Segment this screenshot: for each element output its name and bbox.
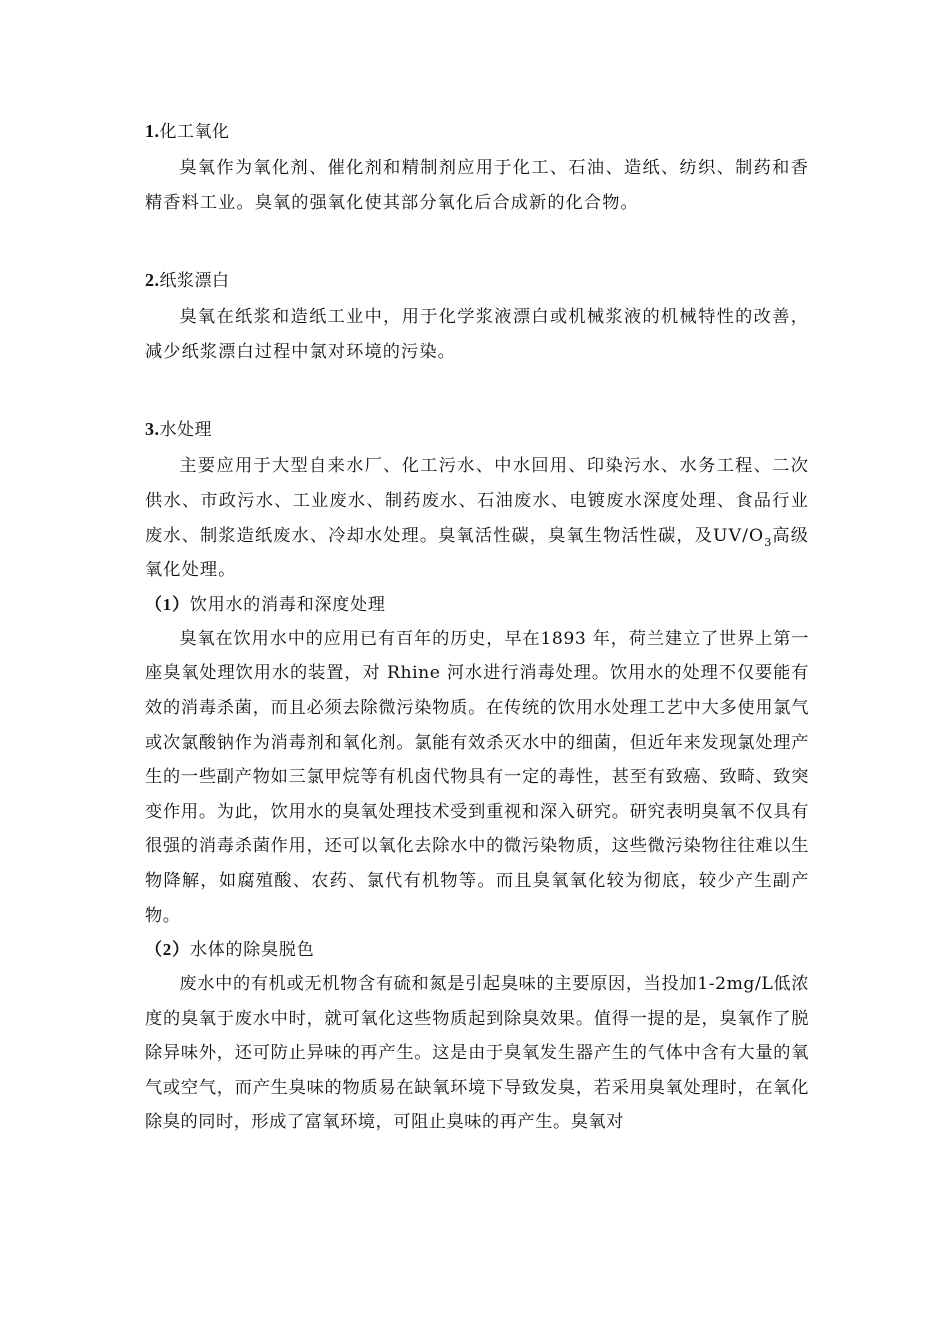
subsection-1-heading — [145, 588, 809, 622]
section-1-paragraph: 臭氧作为氧化剂、催化剂和精制剂应用于化工、石油、造纸、纺织、制药和香精香料工业。臭氧的强氧化使其部分氧化后合成新的化合物。 — [145, 158, 809, 213]
section-1-number: 1. — [145, 121, 160, 141]
subsection-1-paragraph: 臭氧在饮用水中的应用已有百年的历史，早在1893 年，荷兰建立了世界上第一座臭氧处理饮用水的装置，对 Rhine 河水进行消毒处理。饮用水的处理不仅要能有效的消毒杀菌，而且必须去除微污染物质。在传统的饮用水处理工艺中大多使用氯气或次氯酸钠作为消毒剂和氧化剂。氯能有效杀灭水中的细菌，但近年来发现氯处理产生的一些副产物如三氯甲烷等有机卤代物具有一定的毒性，甚至有致癌、致畸、致突变作用。为此，饮用水的臭氧处理技术受到重视和深入研究。研究表明臭氧不仅具有很强的消毒杀菌作用，还可以氧化去除水中的微污染物质，这些微污染物往往难以生物降解，如腐殖酸、农药、氯代有机物等。而且臭氧氧化较为彻底，较少产生副产物。 — [145, 628, 809, 926]
section-spacer — [145, 220, 809, 261]
section-1-heading — [145, 112, 809, 151]
document-page — [145, 112, 809, 1140]
section-3-paragraph-text: 主要应用于大型自来水厂、化工污水、中水回用、印染污水、水务工程、二次供水、市政污水、工业废水、制药废水、石油废水、电镀废水深度处理、食品行业废水、制浆造纸废水、冷却水处理。臭氧活性碳，臭氧生物活性碳，及UV/O — [145, 456, 809, 546]
section-3-number: 3. — [145, 419, 160, 440]
section-3-paragraph-end: 高级氧化处理。 — [145, 525, 809, 581]
section-spacer — [145, 369, 809, 410]
section-2-number: 2. — [145, 270, 160, 291]
section-3-heading — [145, 410, 809, 449]
section-3-paragraph — [145, 449, 809, 587]
section-1-title: 化工氧化 — [159, 122, 230, 142]
section-2-heading — [145, 261, 809, 300]
subscript-3: 3 — [764, 535, 773, 549]
subsection-2-title: 水体的除臭脱色 — [189, 940, 315, 961]
subsection-2-paragraph: 废水中的有机或无机物含有硫和氮是引起臭味的主要原因，当投加1-2mg/L低浓度的臭氧于废水中时，就可氧化这些物质起到除臭效果。值得一提的是，臭氧作了脱除异味外，还可防止异味的再产生。这是由于臭氧发生器产生的气体中含有大量的氧气或空气，而产生臭味的物质易在缺氧环境下导致发臭，若采用臭氧处理时，在氧化除臭的同时，形成了富氧环境，可阻止臭味的再产生。臭氧对 — [145, 974, 809, 1133]
subsection-1-number: （1） — [145, 594, 190, 614]
subsection-2-number: （2） — [145, 940, 190, 960]
section-2-title: 纸浆漂白 — [159, 271, 230, 292]
subsection-1-title: 饮用水的消毒和深度处理 — [189, 594, 386, 615]
subsection-2-heading — [145, 933, 809, 967]
section-2-paragraph: 臭氧在纸浆和造纸工业中，用于化学浆液漂白或机械浆液的机械特性的改善，减少纸浆漂白过程中氯对环境的污染。 — [145, 307, 809, 362]
section-3-title: 水处理 — [159, 420, 212, 441]
